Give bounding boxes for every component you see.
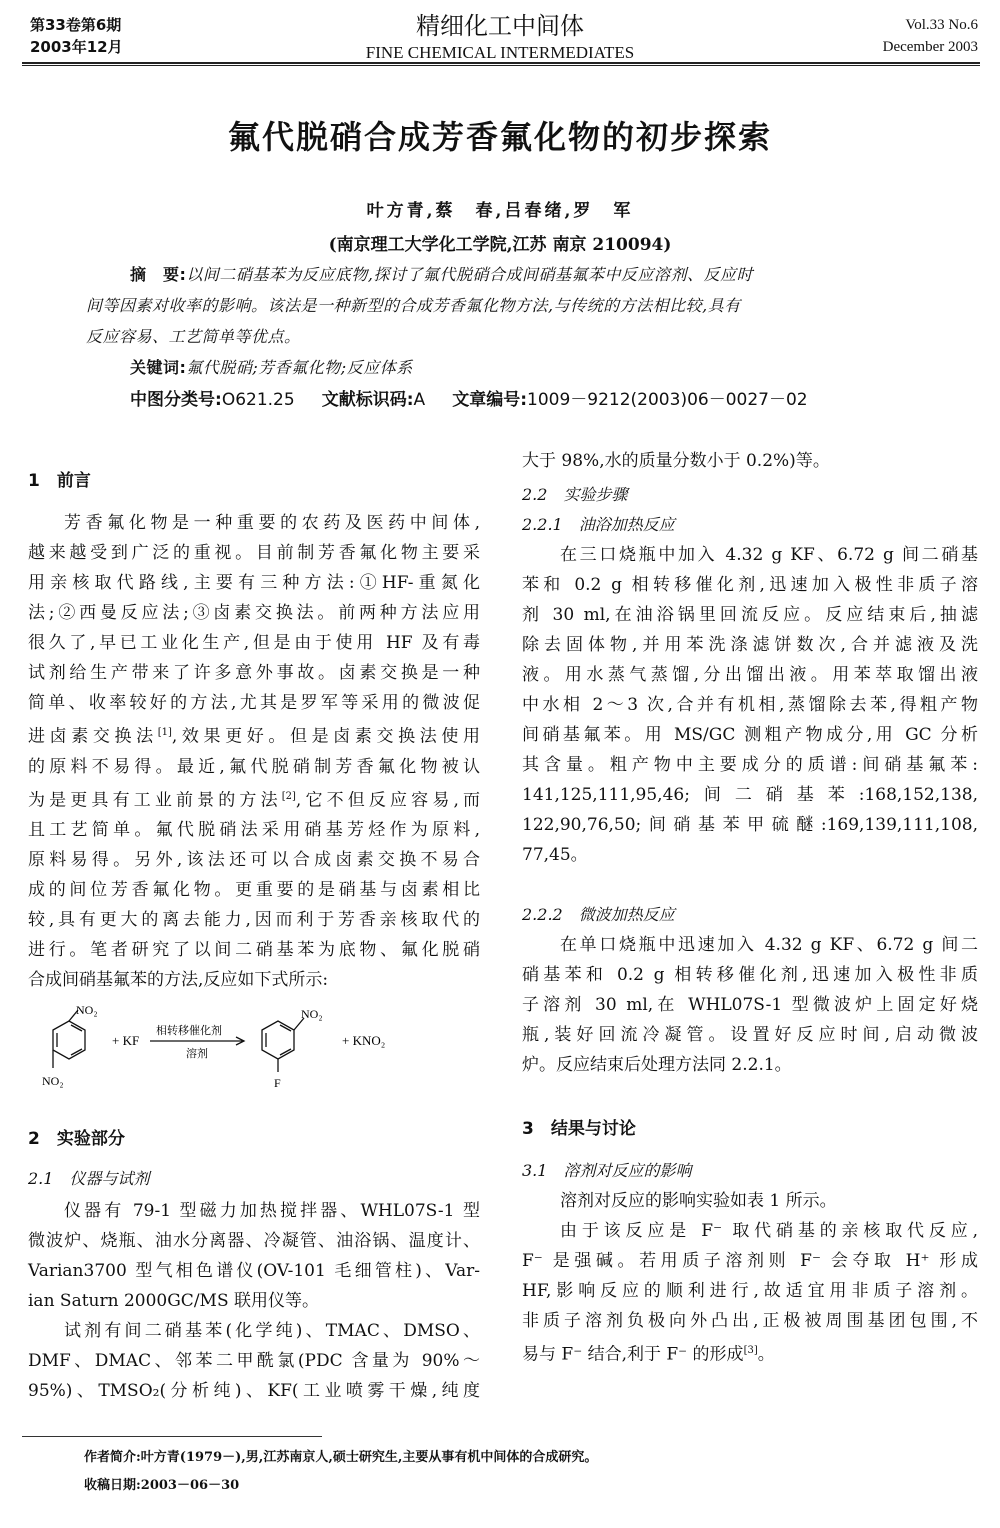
abstract-text-1: 以间二硝基苯为反应底物,探讨了氟代脱硝合成间硝基氟苯中反应溶剂、反应时: [186, 265, 753, 284]
reaction-scheme: [28, 1000, 480, 1095]
authors: 叶方青,蔡 春,吕春绪,罗 军: [366, 201, 634, 221]
abstract-label: 摘 要:: [130, 265, 187, 284]
text-line: 在单口烧瓶中迅速加入 4.32 g KF、6.72 g 间二: [560, 935, 978, 955]
abstract-line-2: 间等因素对收率的影响。该法是一种新型的合成芳香氟化物方法,与传统的方法相比较,具有: [86, 296, 741, 315]
text-line: 简单、收率较好的方法,尤其是罗军等采用的微波促: [28, 693, 480, 713]
date-en: December 2003: [882, 39, 978, 55]
received-date: 收稿日期:2003－06－30: [84, 1478, 240, 1493]
text-line: 较,具有更大的离去能力,因而利于芳香亲核取代的: [28, 910, 480, 931]
text-line: 硝基苯和 0.2 g 相转移催化剂,迅速加入极性非质: [522, 965, 978, 985]
header-volume-en: [883, 14, 978, 58]
text-line: 炉。反应结束后处理方法同 2.2.1。: [522, 1055, 792, 1075]
text-line: 子溶剂 30 ml,在 WHL07S-1 型微波炉上固定好烧: [522, 995, 978, 1015]
journal-name-en: FINE CHEMICAL INTERMEDIATES: [365, 43, 635, 62]
text-line: 其含量。粗产物中主要成分的质谱:间硝基氟苯:: [522, 755, 978, 775]
abstract-line-1: [130, 262, 930, 285]
text-line: 除去固体物,并用苯洗涤滤饼数次,合并滤液及洗: [522, 635, 978, 655]
text-line: 法;②西曼反应法;③卤素交换法。前两种方法应用: [28, 603, 480, 623]
text-line: 瓶,装好回流冷凝管。设置好反应时间,启动微波: [522, 1025, 978, 1045]
microwave-paragraph: [522, 930, 978, 1080]
text-line: 大于 98%,水的质量分数小于 0.2%)等。: [522, 451, 830, 471]
plus-kno2: + KNO₂: [342, 1033, 386, 1048]
classification: [130, 385, 808, 410]
text-line: F⁻ 是强碱。若用质子溶剂则 F⁻ 会夺取 H⁺ 形成: [522, 1251, 978, 1271]
section-2-2-1-heading: 2.2.1 油浴加热反应: [522, 515, 675, 534]
text-line: 苯和 0.2 g 相转移催化剂,迅速加入极性非质子溶: [522, 575, 978, 595]
text-line: 试剂给生产带来了许多意外事故。卤素交换是一种: [28, 663, 480, 683]
citation-marker: [3]: [743, 1345, 758, 1356]
clc-value: O621.25: [221, 390, 295, 410]
text-line: 溶剂对反应的影响实验如表 1 所示。: [560, 1191, 837, 1211]
section-2-2-heading: 2.2 实验步骤: [522, 485, 628, 504]
text-line: 间硝基氟苯。用 MS/GC 测粗产物成分,用 GC 分析: [522, 725, 978, 745]
text-line: 中水相 2～3 次,合并有机相,蒸馏除去苯,得粗产物: [522, 695, 978, 715]
reactant-no2-top: NO₂: [76, 1003, 98, 1017]
section-2-2-2-heading: 2.2.2 微波加热反应: [522, 905, 675, 924]
text-line: DMF、DMAC、邻苯二甲酰氯(PDC 含量为 90%～: [28, 1351, 480, 1371]
section-1-heading: 1 前言: [28, 471, 91, 491]
clc-label: 中图分类号:: [130, 390, 222, 410]
date-cn: 2003年12月: [30, 38, 123, 56]
text-line: 由于该反应是 F⁻ 取代硝基的亲核取代反应,: [560, 1221, 978, 1241]
text-line: 122,90,76,50;间硝基苯甲硫醚:169,139,111,108,: [522, 815, 978, 835]
section-3-heading: 3 结果与讨论: [522, 1119, 636, 1139]
text-line: 很久了,早已工业化生产,但是由于使用 HF 及有毒: [28, 633, 480, 653]
text-line: 为是更具有工业前景的方法[2],它不但反应容易,而: [28, 790, 481, 811]
solvent-paragraph: [522, 1186, 978, 1370]
text-line: 仪器有 79-1 型磁力加热搅拌器、WHL07S-1 型: [64, 1201, 480, 1221]
instruments-paragraph: [28, 1196, 480, 1406]
text-line: 且工艺简单。氟代脱硝法采用硝基芳烃作为原料,: [28, 820, 480, 841]
journal-header: [0, 6, 1000, 63]
text-line: 77,45。: [522, 845, 588, 865]
text-line: 合成间硝基氟苯的方法,反应如下式所示:: [28, 970, 329, 991]
text-line: HF,影响反应的顺利进行,故适宜用非质子溶剂。: [522, 1281, 978, 1301]
citation-marker: [2]: [281, 790, 296, 802]
text-line: 易与 F⁻ 结合,利于 F⁻ 的形成[3]。: [522, 1344, 775, 1365]
text-line: 进行。笔者研究了以间二硝基苯为底物、氟化脱硝: [28, 940, 480, 961]
keywords-text: 氟代脱硝;芳香氟化物;反应体系: [186, 358, 413, 377]
product-f: F: [274, 1076, 281, 1090]
intro-paragraph: [28, 508, 480, 995]
product-no2: NO₂: [301, 1007, 323, 1021]
text-line: 在三口烧瓶中加入 4.32 g KF、6.72 g 间二硝基: [560, 545, 978, 565]
text-line: 进卤素交换法[1],效果更好。但是卤素交换法使用: [28, 726, 481, 747]
benzene-ring-reactant: [53, 1021, 85, 1059]
section-2-heading: 2 实验部分: [28, 1129, 125, 1149]
article-no-label: 文章编号:: [452, 390, 528, 410]
author-bio: 作者简介:叶方青(1979－),男,江苏南京人,硕士研究生,主要从事有机中间体的合成研究。: [84, 1450, 598, 1465]
text-line: ian Saturn 2000GC/MS 联用仪等。: [28, 1291, 320, 1311]
text-line: 用亲核取代路线,主要有三种方法:①HF-重氮化: [28, 573, 480, 593]
keywords-label: 关键词:: [130, 358, 187, 377]
section-3-1-heading: 3.1 溶剂对反应的影响: [522, 1161, 692, 1180]
doc-code-value: A: [413, 390, 426, 410]
text-line: 95%)、TMSO₂(分析纯)、KF(工业喷雾干燥,纯度: [28, 1381, 480, 1401]
abstract-line-3: 反应容易、工艺简单等优点。: [86, 327, 301, 346]
text-line: 试剂有间二硝基苯(化学纯)、TMAC、DMSO、: [64, 1321, 480, 1341]
affiliation: (南京理工大学化工学院,江苏 南京 210094): [328, 235, 672, 255]
paper-title: 氟代脱硝合成芳香氟化物的初步探索: [227, 118, 772, 156]
text-line: 微波炉、烧瓶、油水分离器、冷凝管、油浴锅、温度计、: [28, 1231, 480, 1251]
plus-kf: + KF: [112, 1033, 140, 1048]
text-line: 液。用水蒸气蒸馏,分出馏出液。用苯萃取馏出液: [522, 665, 978, 685]
catalyst-label: 相转移催化剂: [156, 1024, 222, 1037]
footnote-rule: [22, 1436, 322, 1437]
benzene-ring-product: [262, 1021, 294, 1059]
text-line: 芳香氟化物是一种重要的农药及医药中间体,: [64, 513, 480, 533]
text-line: Varian3700 型气相色谱仪(OV-101 毛细管柱)、Var-: [28, 1261, 480, 1281]
text-line: 141,125,111,95,46;间二硝基苯:168,152,138,: [522, 785, 978, 805]
text-line: 的原料不易得。最近,氟代脱硝制芳香氟化物被认: [28, 756, 480, 777]
article-no-value: 1009－9212(2003)06－0027－02: [527, 390, 808, 410]
section-2-1-heading: 2.1 仪器与试剂: [28, 1169, 150, 1188]
text-line: 剂 30 ml,在油浴锅里回流反应。反应结束后,抽滤: [522, 605, 978, 625]
header-rule-thin: [22, 65, 980, 66]
doc-code-label: 文献标识码:: [321, 390, 414, 410]
solvent-label: 溶剂: [186, 1047, 208, 1060]
volume-issue-cn: 第33卷第6期: [30, 16, 122, 34]
reactant-no2-bottom: NO₂: [42, 1074, 64, 1088]
text-line: 非质子溶剂负极向外凸出,正极被周围基团包围,不: [522, 1311, 978, 1331]
volume-issue-en: Vol.33 No.6: [905, 17, 978, 33]
citation-marker: [1]: [157, 727, 172, 738]
header-rule: [22, 62, 980, 64]
text-line: 越来越受到广泛的重视。目前制芳香氟化物主要采: [28, 543, 480, 563]
oil-bath-paragraph: [522, 540, 978, 870]
text-line: 成的间位芳香氟化物。更重要的是硝基与卤素相比: [28, 880, 480, 901]
journal-name-cn: 精细化工中间体: [416, 12, 584, 40]
reagents-continued: [522, 446, 978, 476]
text-line: 原料易得。另外,该法还可以合成卤素交换不易合: [28, 850, 480, 871]
keywords: [130, 355, 930, 378]
